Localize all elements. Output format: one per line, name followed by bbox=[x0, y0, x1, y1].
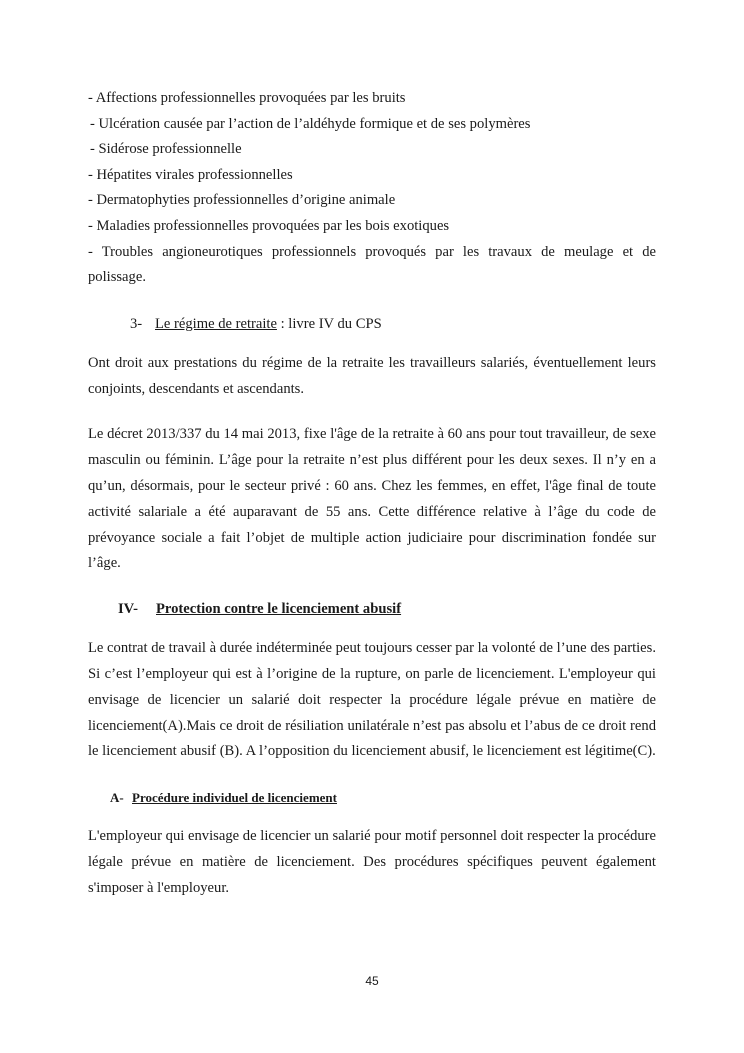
section-heading-retraite bbox=[88, 314, 656, 334]
disease-list bbox=[88, 86, 656, 291]
page-number: 45 bbox=[365, 974, 379, 988]
paragraph-contrat: Le contrat de travail à durée indéterminée peut toujours cesser par la volonté de l’une des parties. Si c’est l’employeur qui est à l’origine de la rupture, on parle de licenciement. L'employeur qui envisage de licencier un salarié doit respecter la procédure légale prévue en matière de licenciement(A).Mais ce droit de résiliation unilatérale n’est pas absolu et l’abus de ce droit rend le licenciement abusif (B). A l’opposition du licenciement abusif, le licenciement est légitime(C). bbox=[88, 640, 656, 760]
document-page bbox=[88, 86, 656, 902]
section-number: 3- bbox=[130, 315, 143, 332]
list-item: - Dermatophyties professionnelles d’origine animale bbox=[88, 192, 396, 209]
list-item: - Affections professionnelles provoquées par les bruits bbox=[88, 90, 406, 106]
paragraph-retraite-beneficiaires: Ont droit aux prestations du régime de la retraite les travailleurs salariés, éventuellement leurs conjoints, descendants et ascendants. bbox=[88, 354, 656, 397]
section-number: IV- bbox=[118, 601, 138, 618]
list-item: - Troubles angioneurotiques professionnels provoqués par les travaux de meulage et de polissage. bbox=[88, 243, 656, 286]
section-title: Le régime de retraite bbox=[155, 315, 277, 332]
list-item: - Maladies professionnelles provoquées par les bois exotiques bbox=[88, 217, 450, 234]
section-heading-protection bbox=[88, 599, 656, 619]
list-item: - Hépatites virales professionnelles bbox=[88, 166, 293, 183]
section-title: Procédure individuel de licenciement bbox=[132, 790, 337, 806]
section-title: Protection contre le licenciement abusif bbox=[156, 601, 402, 618]
paragraph-procedure: L'employeur qui envisage de licencier un salarié pour motif personnel doit respecter la procédure légale prévue en matière de licenciement. Des procédures spécifiques peuvent également s'imposer à l'employeur. bbox=[88, 828, 656, 896]
section-title-suffix: : livre IV du CPS bbox=[276, 315, 382, 332]
list-item: - Ulcération causée par l’action de l’aldéhyde formique et de ses polymères bbox=[90, 115, 531, 132]
section-heading-procedure bbox=[88, 788, 656, 808]
paragraph-decret: Le décret 2013/337 du 14 mai 2013, fixe l'âge de la retraite à 60 ans pour tout travailleur, de sexe masculin ou féminin. L’âge pour la retraite n’est plus différent pour les deux sexes. Il n’y en a qu’un, désormais, pour le secteur privé : 60 ans. Chez les femmes, en effet, l'âge final de toute activité salariale a été auparavant de 55 ans. Cette différence relative à l’âge du code de prévoyance sociale a fait l’objet de multiple action judiciaire pour discrimination fondée sur l’âge. bbox=[88, 426, 656, 572]
section-number: A- bbox=[110, 790, 124, 806]
list-item: - Sidérose professionnelle bbox=[90, 141, 242, 158]
